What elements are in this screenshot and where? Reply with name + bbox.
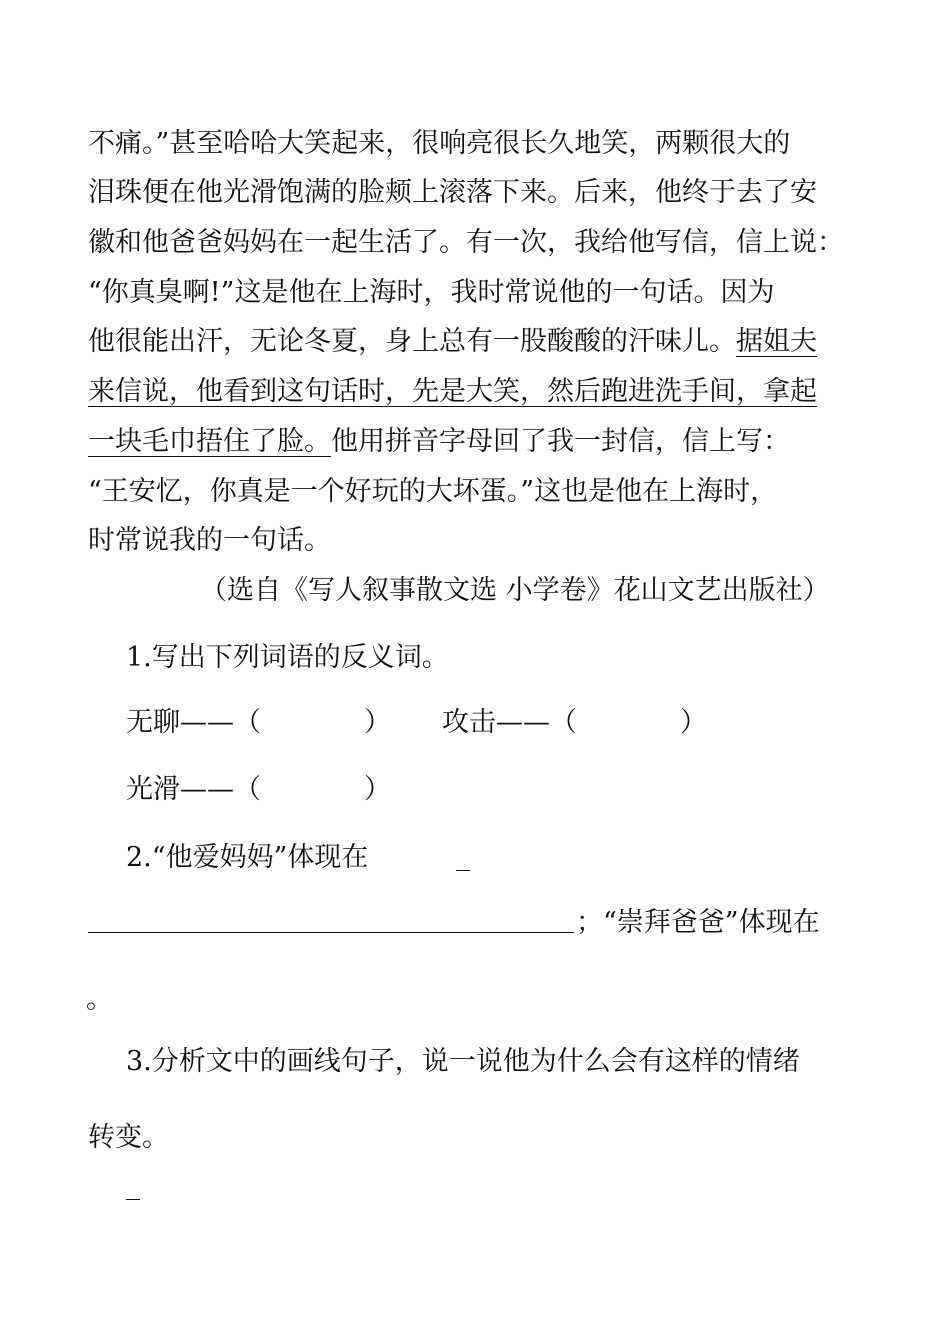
passage-line-7 xyxy=(88,424,790,460)
passage-line-5-plain: 他很能出汗，无论冬夏，身上总有一股酸酸的汗味儿。 xyxy=(88,326,736,357)
underlined-sentence-end: 一块毛巾捂住了脸。 xyxy=(88,426,331,457)
passage-line-1: 不痛。”甚至哈哈大笑起来，很响亮很长久地笑，两颗很大的 xyxy=(88,128,791,159)
question-2-prompt: 2.“他爱妈妈”体现在 xyxy=(126,842,369,873)
passage-line-5 xyxy=(88,324,817,360)
passage-line-3: 徽和他爸爸妈妈在一起生活了。有一次，我给他写信，信上说： xyxy=(88,227,844,258)
answer-blank-q3 xyxy=(126,1199,140,1200)
answer-blank-long xyxy=(88,932,574,933)
passage-line-9: 时常说我的一句话。 xyxy=(88,525,331,556)
passage-line-4: “你真臭啊!”这是他在上海时，我时常说他的一句话。因为 xyxy=(88,277,775,308)
question-2-end: 。 xyxy=(86,984,113,1015)
passage-line-7-plain: 他用拼音字母回了我一封信，信上写： xyxy=(331,426,790,457)
answer-blank-short xyxy=(456,870,470,871)
question-2-middle: ；“崇拜爸爸”体现在 xyxy=(576,907,820,938)
question-3-line-2: 转变。 xyxy=(88,1122,169,1153)
question-3-line-1: 3.分析文中的画线句子，说一说他为什么会有这样的情绪 xyxy=(126,1046,800,1077)
source-citation: （选自《写人叙事散文选 小学卷》花山文艺出版社） xyxy=(200,575,830,606)
passage-line-8: “王安忆，你真是一个好玩的大坏蛋。”这也是他在上海时， xyxy=(88,476,778,507)
underlined-sentence-start: 据姐夫 xyxy=(736,326,817,357)
question-1-item-3: 光滑——（ ） xyxy=(126,774,391,805)
passage-line-2: 泪珠便在他光滑饱满的脸颊上滚落下来。后来，他终于去了安 xyxy=(88,177,817,208)
question-1-item-2: 攻击——（ ） xyxy=(442,707,707,738)
question-1-prompt: 1.写出下列词语的反义词。 xyxy=(126,642,449,673)
underlined-sentence-middle: 来信说，他看到这句话时，先是大笑，然后跑进洗手间，拿起 xyxy=(88,376,817,407)
question-1-item-1: 无聊——（ ） xyxy=(126,707,391,738)
